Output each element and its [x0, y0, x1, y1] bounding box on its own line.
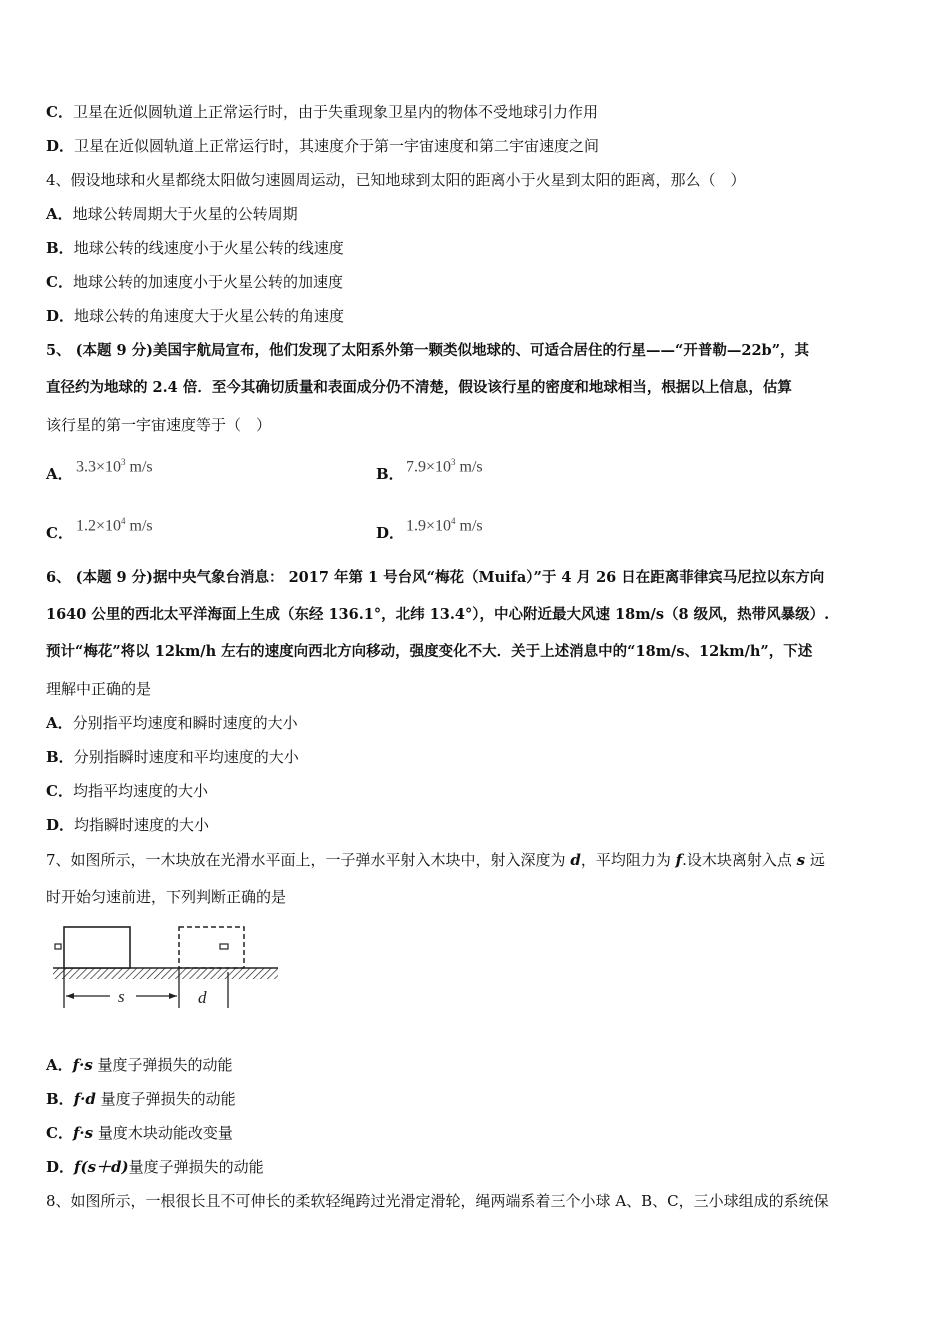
var-s: s — [796, 851, 806, 869]
q5-option-a-value — [76, 452, 153, 477]
q4-stem: 4、假设地球和火星都绕太阳做匀速圆周运动，已知地球到太阳的距离小于火星到太阳的距离，那么（ ） — [46, 171, 746, 189]
q6-option-d — [46, 815, 209, 835]
q8-stem-line1: 8、如图所示，一根很长且不可伸长的柔软轻绳跨过光滑定滑轮，绳两端系着三个小球 A、B、C，三小球组成的系统保 — [46, 1192, 829, 1210]
q3-option-c — [46, 102, 598, 122]
option-letter: B． — [376, 465, 404, 483]
bullet-initial — [55, 944, 61, 949]
option-text: 卫星在近似圆轨道上正常运行时，由于失重现象卫星内的物体不受地球引力作用 — [72, 103, 598, 121]
q7-option-b — [46, 1089, 236, 1109]
q6-option-c — [46, 781, 208, 801]
option-expr: f(s＋d) — [74, 1158, 129, 1176]
option-letter: A． — [46, 1056, 73, 1074]
var-d: d — [570, 851, 581, 869]
option-text: 量度木块动能改变量 — [93, 1124, 233, 1142]
q7-option-a — [46, 1055, 233, 1075]
option-text: 分别指平均速度和瞬时速度的大小 — [72, 714, 298, 732]
option-letter: A． — [46, 465, 73, 483]
q5-options-row1 — [46, 452, 866, 482]
unit: m/s — [125, 517, 153, 535]
q4-option-b — [46, 238, 344, 258]
option-text: 量度子弹损失的动能 — [92, 1056, 233, 1074]
option-letter: B． — [46, 239, 74, 257]
stem-text: 7、如图所示，一木块放在光滑水平面上，一子弹水平射入木块中，射入深度为 — [46, 851, 571, 869]
mantissa: 1.9×10 — [406, 517, 452, 535]
q5-stem-line2: 直径约为地球的 2.4 倍．至今其确切质量和表面成分仍不清楚，假设该行星的密度和地球相当，根据以上信息，估算 — [46, 379, 792, 396]
mantissa: 3.3×10 — [76, 458, 122, 476]
stem-text: .设木块离射入点 — [682, 851, 797, 869]
option-letter: C． — [46, 103, 73, 121]
option-letter: D． — [46, 816, 75, 834]
unit: m/s — [455, 458, 483, 476]
ground-hatch — [53, 968, 278, 979]
option-text: 地球公转的角速度大于火星公转的角速度 — [74, 307, 345, 325]
label-s: s — [118, 987, 125, 1006]
stem-text: ，平均阻力为 — [580, 851, 676, 869]
option-text: 地球公转周期大于火星的公转周期 — [72, 205, 298, 223]
block-final — [179, 927, 244, 968]
option-letter: D． — [46, 1158, 75, 1176]
exponent: 3 — [451, 457, 456, 467]
exponent: 4 — [451, 516, 456, 526]
bullet-block-diagram — [50, 920, 285, 1012]
option-expr: f·s — [72, 1056, 93, 1074]
q7-option-c — [46, 1123, 233, 1143]
unit: m/s — [455, 517, 483, 535]
exponent: 3 — [121, 457, 126, 467]
option-expr: f·s — [72, 1124, 94, 1142]
s-arrowhead-right — [169, 993, 177, 999]
q5-option-d-value — [406, 511, 483, 536]
q7-option-d — [46, 1157, 264, 1177]
option-letter: D． — [46, 307, 75, 325]
q6-stem-line2: 1640 公里的西北太平洋海面上生成（东经 136.1°，北纬 13.4°），中心附近最大风速 18m/s（8 级风，热带风暴级）. — [46, 606, 830, 623]
q3-option-d — [46, 136, 599, 156]
exponent: 4 — [121, 516, 126, 526]
option-letter: A． — [46, 205, 73, 223]
q4-option-d — [46, 306, 344, 326]
option-text: 地球公转的线速度小于火星公转的线速度 — [73, 239, 344, 257]
option-letter: D． — [376, 524, 405, 542]
label-d: d — [198, 988, 207, 1007]
s-arrowhead-left — [66, 993, 74, 999]
option-letter: B． — [46, 1090, 74, 1108]
option-letter: D． — [46, 137, 75, 155]
q6-stem-line4: 理解中正确的是 — [46, 680, 152, 698]
stem-text: 远 — [805, 851, 825, 869]
q5-option-c-value — [76, 511, 153, 536]
unit: m/s — [125, 458, 153, 476]
q4-option-c — [46, 272, 343, 292]
mantissa: 1.2×10 — [76, 517, 122, 535]
q6-stem-line1: 6、 (本题 9 分)据中央气象台消息： 2017 年第 1 号台风“梅花（Muifa）”于 4 月 26 日在距离菲律宾马尼拉以东方向 — [46, 569, 825, 586]
q6-stem-line3: 预计“梅花”将以 12km/h 左右的速度向西北方向移动，强度变化不大．关于上述消息中的“18m/s、12km/h”，下述 — [46, 643, 813, 660]
q5-options-row2 — [46, 511, 866, 541]
q6-option-a — [46, 713, 298, 733]
option-letter: B． — [46, 748, 74, 766]
mantissa: 7.9×10 — [406, 458, 452, 476]
q4-option-a — [46, 204, 298, 224]
option-letter: C． — [46, 1124, 73, 1142]
q5-option-b-value — [406, 452, 483, 477]
option-letter: A． — [46, 714, 73, 732]
option-letter: C． — [46, 273, 73, 291]
option-text: 量度子弹损失的动能 — [95, 1090, 236, 1108]
option-expr: f·d — [73, 1090, 96, 1108]
block-initial — [64, 927, 130, 968]
q7-stem-line1 — [46, 850, 825, 870]
option-text: 地球公转的加速度小于火星公转的加速度 — [72, 273, 343, 291]
q5-stem-line1: 5、 (本题 9 分)美国宇航局宣布，他们发现了太阳系外第一颗类似地球的、可适合居住的行星——“开普勒—22b”，其 — [46, 342, 810, 359]
q7-stem-line2: 时开始匀速前进，下列判断正确的是 — [46, 888, 287, 906]
option-text: 量度子弹损失的动能 — [128, 1158, 264, 1176]
var-f: f — [675, 851, 683, 869]
option-text: 分别指瞬时速度和平均速度的大小 — [73, 748, 299, 766]
option-text: 均指平均速度的大小 — [72, 782, 208, 800]
q5-stem-line3: 该行星的第一宇宙速度等于（ ） — [46, 416, 272, 434]
option-text: 均指瞬时速度的大小 — [74, 816, 210, 834]
option-letter: C． — [46, 782, 73, 800]
option-letter: C． — [46, 524, 73, 542]
q6-option-b — [46, 747, 299, 767]
bullet-embedded — [220, 944, 228, 949]
option-text: 卫星在近似圆轨道上正常运行时，其速度介于第一宇宙速度和第二宇宙速度之间 — [74, 137, 600, 155]
